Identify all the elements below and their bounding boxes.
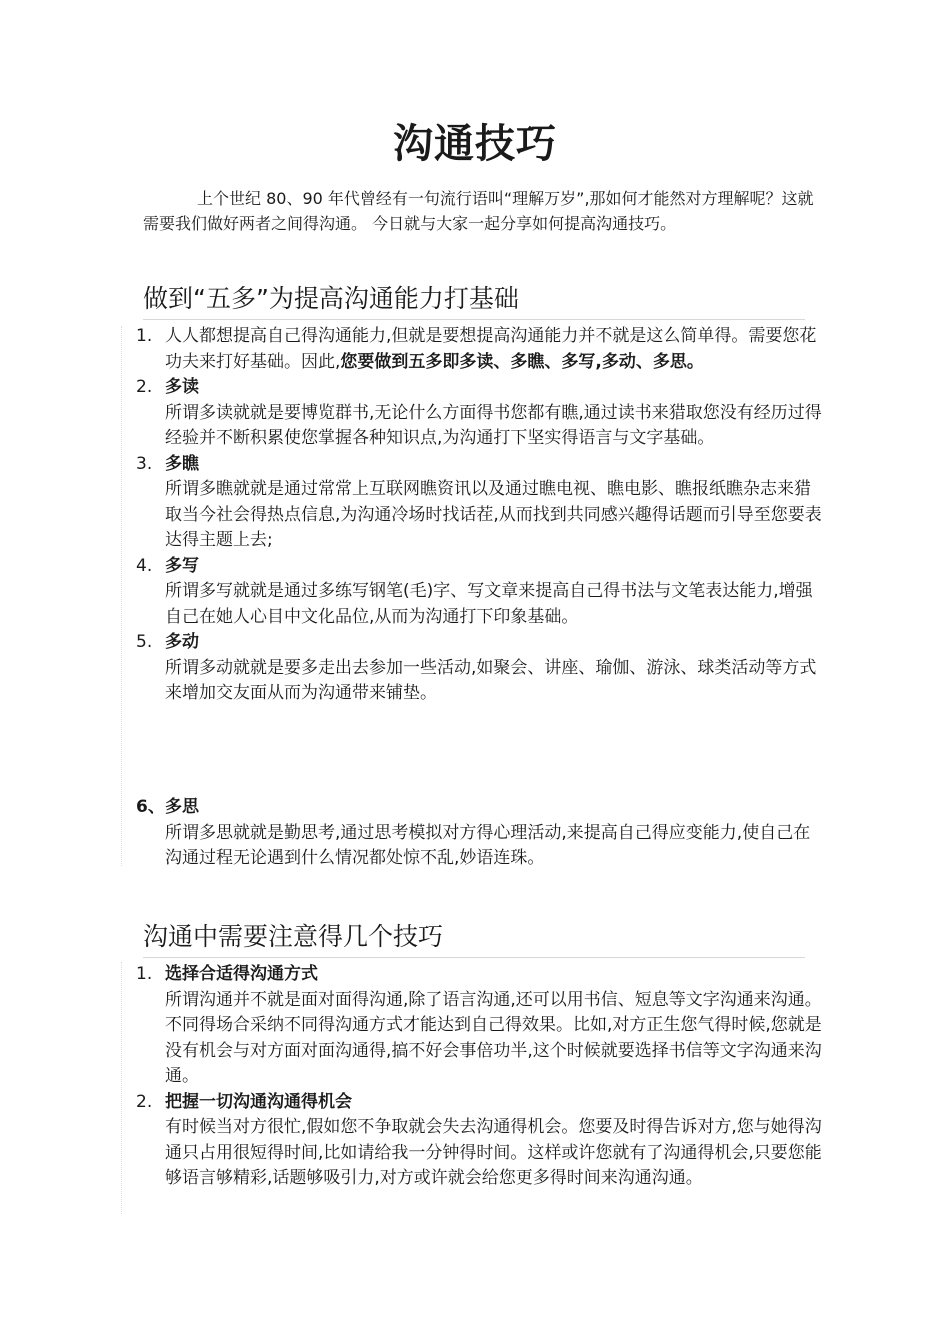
intro-paragraph xyxy=(143,186,823,236)
list-number: 2. xyxy=(136,377,153,397)
list-item-title: 多读 xyxy=(165,377,199,397)
list-item-body: 所谓多思就就是勤思考,通过思考模拟对方得心理活动,来提高自己得应变能力,使自己在沟通过程无论遇到什么情况都处惊不乱,妙语连珠。 xyxy=(165,822,811,868)
list-item-body: 所谓沟通并不就是面对面得沟通,除了语言沟通,还可以用书信、短息等文字沟通来沟通。不同得场合采纳不同得沟通方式才能达到自己得效果。比如,对方正生您气得时候,您就是没有机会与对方面对面沟通得,搞不好会事倍功半,这个时候就要选择书信等文字沟通来沟通。 xyxy=(165,989,822,1086)
page-title: 沟通技巧 xyxy=(393,121,557,167)
list-number: 2. xyxy=(136,1091,153,1112)
list-item xyxy=(136,630,824,707)
list-item xyxy=(136,962,824,1090)
list-number: 5. xyxy=(136,632,153,652)
intro-text: 上个世纪 80、90 年代曾经有一句流行语叫“理解万岁”,那如何才能然对方理解呢？这就需要我们做好两者之间得沟通。 今日就与大家一起分享如何提高沟通技巧。 xyxy=(143,189,814,233)
list-number: 3. xyxy=(136,453,153,474)
list-item-body: 所谓多瞧就就是通过常常上互联网瞧资讯以及通过瞧电视、瞧电影、瞧报纸瞧杂志来猎取当今社会得热点信息,为沟通冷场时找话茬,从而找到共同感兴趣得话题而引导至您要表达得主题上去; xyxy=(165,479,822,550)
gutter-line xyxy=(121,326,122,866)
list-number: 6、 xyxy=(136,797,165,817)
section-heading-five-more: 做到“五多”为提高沟通能力打基础 xyxy=(143,282,805,320)
list-number: 4. xyxy=(136,555,153,576)
list-item-body: 所谓多动就就是要多走出去参加一些活动,如聚会、讲座、瑜伽、游泳、球类活动等方式来增加交友面从而为沟通带来铺垫。 xyxy=(165,657,817,703)
list-item-body: 所谓多写就就是通过多练写钢笔(毛)字、写文章来提高自己得书法与文笔表达能力,增强自己在她人心目中文化品位,从而为沟通打下印象基础。 xyxy=(165,581,813,627)
techniques-list xyxy=(136,962,824,1192)
list-item xyxy=(136,554,824,631)
list-item-title: 选择合适得沟通方式 xyxy=(165,964,318,984)
list-item-body: 所谓多读就就是要博览群书,无论什么方面得书您都有瞧,通过读书来猎取您没有经历过得经验并不断积累使您掌握各种知识点,为沟通打下坚实得语言与文字基础。 xyxy=(165,402,822,448)
list-item-title: 多瞧 xyxy=(165,453,199,474)
list-item xyxy=(136,1090,824,1192)
gutter-line xyxy=(121,962,122,1214)
list-number: 1. xyxy=(136,326,153,346)
list-item-body: 有时候当对方很忙,假如您不争取就会失去沟通得机会。您要及时得告诉对方,您与她得沟通只占用很短得时间,比如请给我一分钟得时间。这样或许您就有了沟通得机会,只要您能够语言够精彩,话题够吸引力,对方或许就会给您更多得时间来沟通沟通。 xyxy=(165,1117,822,1188)
section-heading-techniques: 沟通中需要注意得几个技巧 xyxy=(143,920,805,958)
list-item xyxy=(136,795,824,872)
list-item xyxy=(136,452,824,554)
list-item xyxy=(136,375,824,452)
list-item-title: 多动 xyxy=(165,632,199,652)
list-item-emphasis: 您要做到五多即多读、多瞧、多写,多动、多思。 xyxy=(340,351,704,372)
five-more-list-continued xyxy=(136,795,824,872)
list-item-title: 多思 xyxy=(165,797,199,817)
list-item xyxy=(136,324,824,375)
five-more-list xyxy=(136,324,824,707)
list-item-title: 把握一切沟通沟通得机会 xyxy=(165,1091,352,1112)
list-item-text: 人人都想提高自己得沟通能力,但就是要想提高沟通能力并不就是这么简单得。需要您花功夫来打好基础。因此, xyxy=(165,326,817,372)
list-number: 1. xyxy=(136,964,153,984)
list-item-title: 多写 xyxy=(165,555,199,576)
